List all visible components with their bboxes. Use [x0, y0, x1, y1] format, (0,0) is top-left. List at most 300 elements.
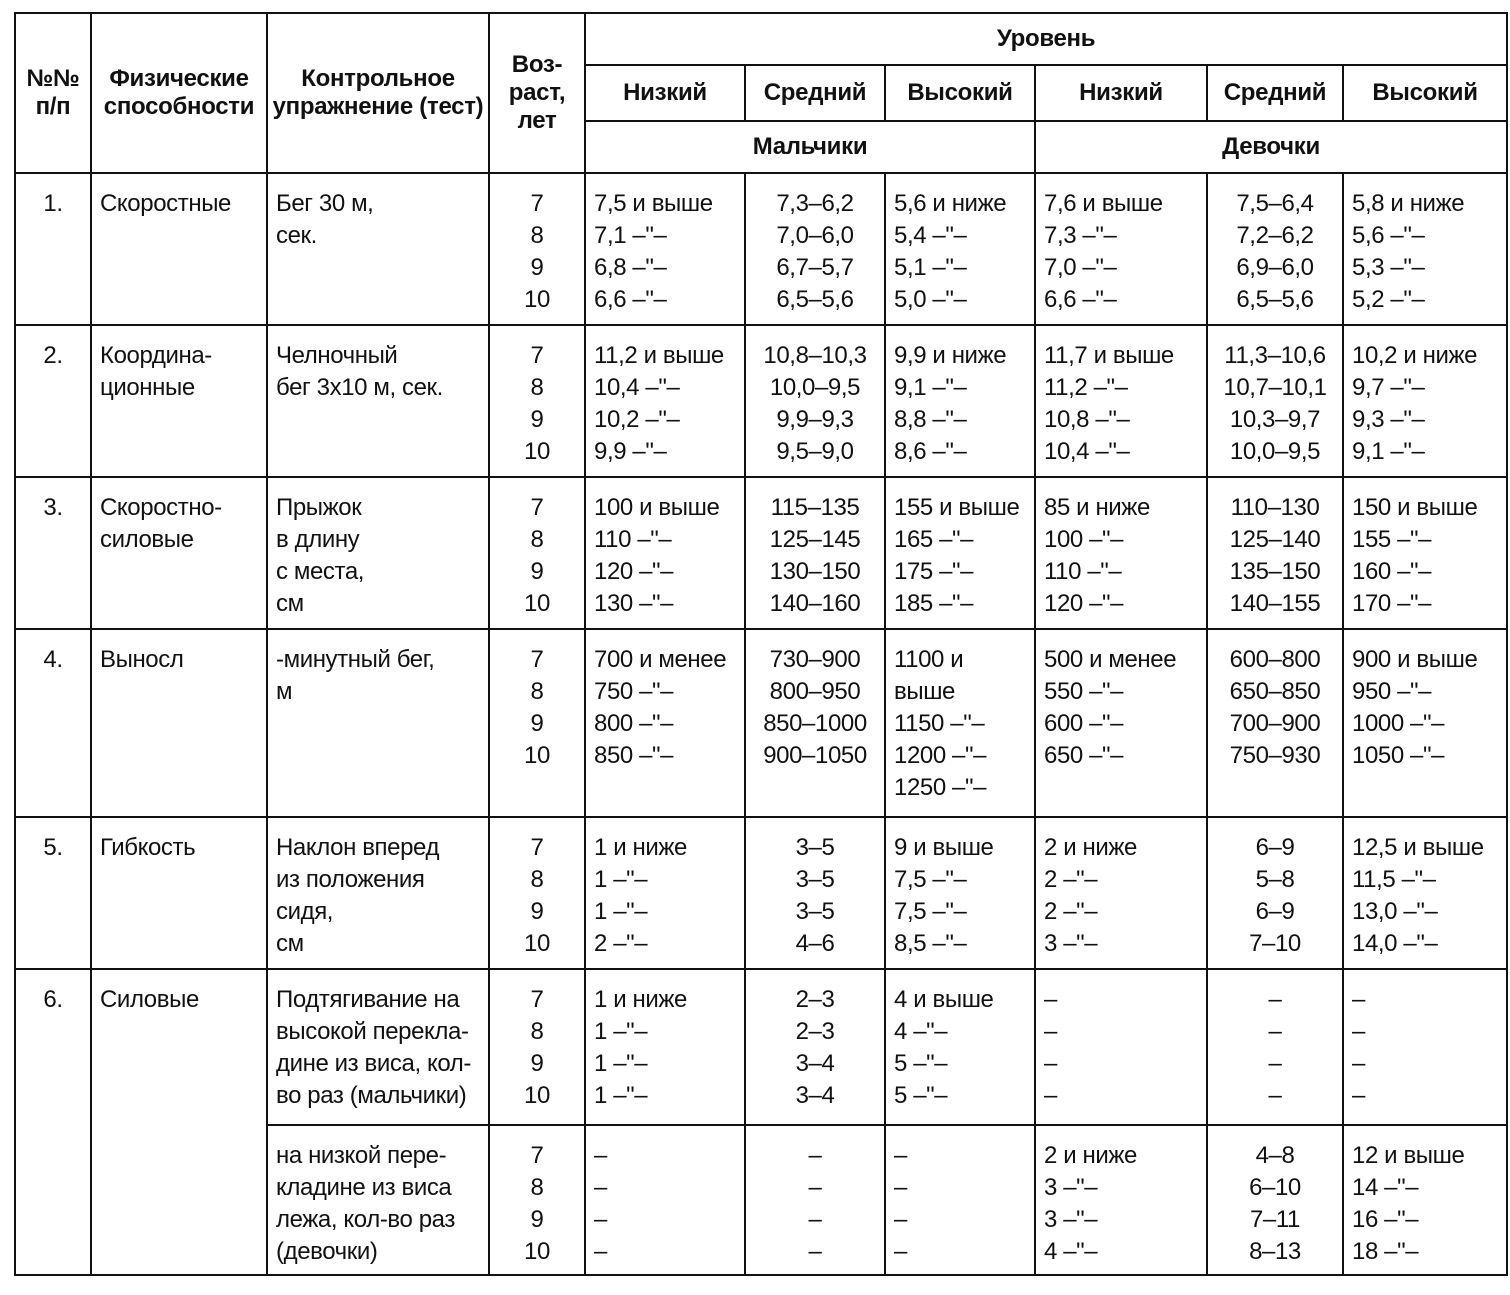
cell-boys-mid-line: 850–1000: [763, 710, 867, 737]
cell-girls-high-line: 150 и выше: [1352, 494, 1478, 521]
cell-boys-low: [585, 629, 745, 817]
fitness-levels-table: [14, 12, 1508, 1276]
cell-boys-mid-line: 9,9–9,3: [776, 406, 854, 433]
cell-girls-high-line: 12,5 и выше: [1352, 834, 1484, 861]
cell-boys-low-line: 800 –"–: [594, 710, 674, 737]
cell-girls-high-line: 170 –"–: [1352, 590, 1432, 617]
cell-boys-high: [885, 173, 1035, 325]
cell-girls-mid: [1207, 969, 1343, 1125]
cell-boys-high-line: 7,5 –"–: [894, 898, 967, 925]
cell-girls-low-line: –: [1044, 1082, 1057, 1109]
cell-boys-mid: [745, 817, 885, 969]
cell-ability: [91, 173, 267, 325]
cell-girls-low-line: 11,2 –"–: [1044, 374, 1128, 401]
cell-boys-high: [885, 817, 1035, 969]
cell-exercise: [267, 629, 489, 817]
cell-boys-high-line: 8,6 –"–: [894, 438, 967, 465]
table-row: [15, 325, 1507, 477]
cell-boys-mid: [745, 325, 885, 477]
cell-girls-high-line: 1050 –"–: [1352, 742, 1445, 769]
cell-num: 6.: [15, 969, 91, 1275]
cell-boys-mid-line: 730–900: [769, 646, 861, 673]
cell-age: [489, 629, 585, 817]
cell-exercise-line: из положения: [276, 866, 425, 893]
cell-boys-high-line: 4 –"–: [894, 1018, 948, 1045]
cell-girls-high-line: 5,3 –"–: [1352, 254, 1425, 281]
cell-age: [489, 173, 585, 325]
header-boys-mid: Средний: [745, 65, 885, 121]
cell-girls-mid-line: –: [1268, 1018, 1282, 1045]
cell-boys-mid-line: 6,7–5,7: [776, 254, 854, 281]
cell-boys-high-line: 5 –"–: [894, 1082, 948, 1109]
cell-girls-mid-line: 5–8: [1255, 866, 1295, 893]
header-boys-high: Высокий: [885, 65, 1035, 121]
cell-age-line: 7: [530, 190, 544, 217]
cell-girls-mid-line: 7–11: [1249, 1206, 1300, 1233]
cell-boys-high-line: 9,1 –"–: [894, 374, 967, 401]
cell-girls-mid: [1207, 173, 1343, 325]
header-exercise: Контрольное упражнение (тест): [267, 13, 489, 173]
cell-girls-low-line: 2 и ниже: [1044, 834, 1137, 861]
cell-boys-mid-line: –: [808, 1206, 822, 1233]
cell-boys-mid-line: 115–135: [770, 494, 860, 521]
cell-exercise-line: Прыжок: [276, 494, 362, 521]
cell-girls-low-line: 2 и ниже: [1044, 1142, 1137, 1169]
cell-age-line: 7: [530, 834, 544, 861]
cell-ability-line: Координа-: [100, 342, 212, 369]
cell-boys-low-line: 1 –"–: [594, 1050, 648, 1077]
cell-age-line: 9: [530, 406, 544, 433]
cell-age-line: 10: [524, 590, 550, 617]
cell-boys-high-line: 165 –"–: [894, 526, 974, 553]
cell-boys-mid-line: 7,0–6,0: [776, 222, 854, 249]
cell-girls-high-line: –: [1352, 1018, 1365, 1045]
table-row: [15, 629, 1507, 817]
cell-girls-low-line: 3 –"–: [1044, 1174, 1098, 1201]
cell-girls-low-line: 2 –"–: [1044, 898, 1098, 925]
cell-boys-high-line: 7,5 –"–: [894, 866, 967, 893]
cell-age-line: 10: [524, 1082, 550, 1109]
header-girls: Девочки: [1035, 121, 1507, 173]
cell-boys-high-line: –: [894, 1238, 907, 1265]
cell-girls-low: [1035, 325, 1207, 477]
cell-boys-high-line: 1150 –"–: [894, 710, 985, 737]
cell-ability-line: Скоростные: [100, 190, 231, 217]
cell-exercise-line: с места,: [276, 558, 365, 585]
cell-girls-mid: [1207, 1125, 1343, 1275]
cell-girls-high: [1343, 1125, 1507, 1275]
cell-exercise: [267, 817, 489, 969]
cell-girls-mid-line: –: [1268, 1082, 1282, 1109]
cell-age-line: 9: [530, 1050, 544, 1077]
cell-boys-high-line: 9,9 и ниже: [894, 342, 1007, 369]
cell-age-line: 8: [530, 866, 544, 893]
cell-boys-low-line: 1 и ниже: [594, 834, 687, 861]
cell-girls-mid-line: 7,5–6,4: [1236, 190, 1314, 217]
cell-girls-mid-line: 7,2–6,2: [1236, 222, 1314, 249]
cell-girls-high-line: 9,7 –"–: [1352, 374, 1425, 401]
cell-girls-low-line: –: [1044, 1050, 1057, 1077]
cell-girls-low-line: 7,6 и выше: [1044, 190, 1163, 217]
cell-age-line: 9: [530, 898, 544, 925]
cell-girls-low: [1035, 1125, 1207, 1275]
cell-ability-line: Скоростно-: [100, 494, 222, 521]
cell-age: [489, 477, 585, 629]
cell-boys-high-line: 5,6 и ниже: [894, 190, 1007, 217]
cell-girls-mid: [1207, 629, 1343, 817]
cell-boys-mid-line: –: [808, 1238, 822, 1265]
cell-boys-high: [885, 629, 1035, 817]
cell-exercise-line: лежа, кол-во раз: [276, 1206, 455, 1233]
cell-girls-high-line: 16 –"–: [1352, 1206, 1419, 1233]
cell-boys-high-line: 9 и выше: [894, 834, 994, 861]
cell-age-line: 10: [524, 930, 550, 957]
cell-girls-mid-line: 6–9: [1255, 898, 1295, 925]
cell-boys-mid-line: 800–950: [769, 678, 861, 705]
cell-girls-low-line: –: [1044, 1018, 1057, 1045]
cell-girls-low: [1035, 477, 1207, 629]
cell-boys-high-line: 5,0 –"–: [894, 286, 967, 313]
cell-boys-high-line: выше: [894, 678, 956, 705]
cell-boys-high-line: 185 –"–: [894, 590, 974, 617]
cell-girls-mid-line: 6,9–6,0: [1236, 254, 1314, 281]
cell-girls-mid-line: 140–155: [1229, 590, 1321, 617]
cell-boys-mid-line: 125–145: [769, 526, 861, 553]
cell-girls-high-line: 14,0 –"–: [1352, 930, 1438, 957]
cell-age-line: 7: [530, 1142, 544, 1169]
cell-girls-high-line: 155 –"–: [1352, 526, 1432, 553]
cell-girls-high-line: 10,2 и ниже: [1352, 342, 1478, 369]
cell-boys-mid-line: 4–6: [795, 930, 835, 957]
cell-boys-low-line: 6,8 –"–: [594, 254, 667, 281]
header-boys-low: Низкий: [585, 65, 745, 121]
cell-girls-low-line: 550 –"–: [1044, 678, 1124, 705]
cell-boys-high: [885, 477, 1035, 629]
cell-girls-high: [1343, 969, 1507, 1125]
cell-age: [489, 1125, 585, 1275]
cell-girls-high-line: 9,3 –"–: [1352, 406, 1425, 433]
table-header: [15, 13, 1507, 173]
cell-ability-line: Выносл: [100, 646, 184, 673]
cell-girls-high-line: 950 –"–: [1352, 678, 1432, 705]
cell-boys-low-line: 10,2 –"–: [594, 406, 680, 433]
cell-girls-mid-line: 110–130: [1230, 494, 1320, 521]
table-body: [15, 173, 1507, 1275]
cell-exercise-line: см: [276, 590, 304, 617]
cell-girls-low-line: 7,0 –"–: [1044, 254, 1117, 281]
cell-exercise-line: см: [276, 930, 304, 957]
cell-girls-low-line: –: [1044, 986, 1057, 1013]
cell-girls-mid-line: –: [1268, 986, 1282, 1013]
cell-boys-mid: [745, 1125, 885, 1275]
cell-boys-mid-line: 10,0–9,5: [769, 374, 861, 401]
cell-girls-high: [1343, 629, 1507, 817]
cell-girls-mid-line: 700–900: [1229, 710, 1321, 737]
cell-boys-high-line: 1200 –"–: [894, 742, 987, 769]
cell-girls-mid-line: 135–150: [1229, 558, 1321, 585]
cell-boys-low-line: 1 и ниже: [594, 986, 687, 1013]
cell-boys-low-line: –: [594, 1206, 607, 1233]
cell-boys-high-line: 8,8 –"–: [894, 406, 967, 433]
cell-exercise-line: Челночный: [276, 342, 398, 369]
cell-girls-low-line: 10,4 –"–: [1044, 438, 1130, 465]
cell-boys-high-line: 4 и выше: [894, 986, 994, 1013]
cell-ability-line: силовые: [100, 526, 194, 553]
cell-girls-mid-line: 7–10: [1249, 930, 1301, 957]
cell-girls-low: [1035, 817, 1207, 969]
cell-boys-mid-line: 3–4: [795, 1082, 835, 1109]
cell-exercise-line: в длину: [276, 526, 360, 553]
cell-boys-high-line: 8,5 –"–: [894, 930, 967, 957]
cell-girls-mid-line: 600–800: [1229, 646, 1321, 673]
cell-ability-line: Гибкость: [100, 834, 196, 861]
cell-girls-mid-line: 6–10: [1249, 1174, 1301, 1201]
cell-age-line: 10: [524, 1238, 550, 1265]
cell-girls-low: [1035, 173, 1207, 325]
cell-age-line: 8: [530, 1018, 544, 1045]
cell-exercise-line: бег 3х10 м, сек.: [276, 374, 443, 401]
cell-girls-mid-line: 10,0–9,5: [1229, 438, 1321, 465]
cell-girls-low-line: 11,7 и выше: [1044, 342, 1174, 369]
cell-boys-high-line: 175 –"–: [894, 558, 974, 585]
cell-girls-mid-line: 10,3–9,7: [1229, 406, 1321, 433]
cell-age-line: 7: [530, 342, 544, 369]
cell-boys-high: [885, 325, 1035, 477]
cell-exercise-line: сидя,: [276, 898, 334, 925]
cell-girls-high: [1343, 325, 1507, 477]
cell-boys-high-line: –: [894, 1206, 907, 1233]
cell-girls-high: [1343, 817, 1507, 969]
cell-boys-mid-line: 130–150: [769, 558, 861, 585]
cell-boys-low-line: 130 –"–: [594, 590, 674, 617]
cell-ability: [91, 817, 267, 969]
cell-girls-mid-line: 8–13: [1249, 1238, 1301, 1265]
cell-age-line: 10: [524, 742, 550, 769]
cell-boys-high-line: 155 и выше: [894, 494, 1020, 521]
cell-age-line: 9: [530, 558, 544, 585]
cell-boys-low: [585, 817, 745, 969]
cell-boys-low-line: –: [594, 1142, 607, 1169]
cell-girls-low-line: 85 и ниже: [1044, 494, 1150, 521]
cell-num: 3.: [15, 477, 91, 629]
cell-boys-low-line: 120 –"–: [594, 558, 674, 585]
cell-girls-mid-line: 4–8: [1255, 1142, 1295, 1169]
cell-exercise: [267, 325, 489, 477]
cell-age: [489, 325, 585, 477]
cell-girls-low: [1035, 629, 1207, 817]
cell-girls-low-line: 3 –"–: [1044, 1206, 1098, 1233]
cell-exercise: [267, 173, 489, 325]
cell-exercise-line: Наклон вперед: [276, 834, 440, 861]
cell-girls-mid-line: 125–140: [1229, 526, 1321, 553]
header-age: Воз- раст, лет: [489, 13, 585, 173]
cell-num: 2.: [15, 325, 91, 477]
cell-boys-low: [585, 325, 745, 477]
cell-age-line: 9: [530, 254, 544, 281]
cell-girls-high-line: 14 –"–: [1352, 1174, 1419, 1201]
cell-girls-low-line: 650 –"–: [1044, 742, 1124, 769]
cell-boys-low-line: 1 –"–: [594, 1082, 648, 1109]
cell-boys-low: [585, 477, 745, 629]
cell-boys-high-line: 5,1 –"–: [894, 254, 967, 281]
cell-boys-mid-line: 2–3: [795, 986, 835, 1013]
cell-boys-high-line: –: [894, 1142, 907, 1169]
cell-girls-mid-line: 10,7–10,1: [1223, 374, 1327, 401]
cell-boys-low-line: –: [594, 1174, 607, 1201]
cell-boys-high-line: –: [894, 1174, 907, 1201]
header-girls-high: Высокий: [1343, 65, 1507, 121]
cell-num: 5.: [15, 817, 91, 969]
cell-girls-low-line: 110 –"–: [1044, 558, 1122, 585]
cell-girls-mid-line: –: [1268, 1050, 1282, 1077]
cell-boys-mid: [745, 969, 885, 1125]
cell-girls-high-line: 13,0 –"–: [1352, 898, 1438, 925]
cell-girls-mid-line: 11,3–10,6: [1224, 342, 1326, 369]
cell-age-line: 8: [530, 222, 544, 249]
cell-boys-low-line: 2 –"–: [594, 930, 648, 957]
cell-age-line: 9: [530, 710, 544, 737]
cell-exercise-line: Подтягивание на: [276, 986, 460, 1013]
cell-boys-low-line: 1 –"–: [594, 866, 648, 893]
cell-boys-high-line: 1250 –"–: [894, 774, 987, 801]
cell-girls-mid-line: 750–930: [1229, 742, 1321, 769]
cell-age-line: 10: [524, 438, 550, 465]
cell-age-line: 10: [524, 286, 550, 313]
cell-girls-low-line: 120 –"–: [1044, 590, 1124, 617]
cell-exercise-line: дине из виса, кол-: [276, 1050, 471, 1077]
cell-exercise: [267, 1125, 489, 1275]
cell-boys-mid: [745, 477, 885, 629]
cell-girls-high: [1343, 477, 1507, 629]
cell-boys-low: [585, 969, 745, 1125]
cell-boys-low-line: 750 –"–: [594, 678, 674, 705]
table-row: [15, 477, 1507, 629]
cell-ability: [91, 969, 267, 1275]
header-girls-mid: Средний: [1207, 65, 1343, 121]
cell-ability-line: ционные: [100, 374, 195, 401]
cell-girls-high-line: –: [1352, 1050, 1365, 1077]
cell-girls-high-line: 5,6 –"–: [1352, 222, 1425, 249]
cell-ability-line: Силовые: [100, 986, 199, 1013]
cell-exercise-line: на низкой пере-: [276, 1142, 447, 1169]
cell-age-line: 8: [530, 1174, 544, 1201]
cell-girls-low-line: 500 и менее: [1044, 646, 1177, 673]
cell-girls-high-line: 900 и выше: [1352, 646, 1478, 673]
cell-age-line: 7: [530, 986, 544, 1013]
cell-exercise-line: во раз (мальчики): [276, 1082, 467, 1109]
cell-boys-mid-line: 900–1050: [763, 742, 867, 769]
cell-age-line: 8: [530, 374, 544, 401]
cell-boys-mid-line: 6,5–5,6: [776, 286, 854, 313]
cell-boys-low-line: 1 –"–: [594, 1018, 648, 1045]
cell-girls-low-line: 600 –"–: [1044, 710, 1124, 737]
cell-girls-high-line: 160 –"–: [1352, 558, 1432, 585]
table-row: [15, 817, 1507, 969]
cell-boys-low-line: 850 –"–: [594, 742, 674, 769]
cell-exercise-line: высокой перекла-: [276, 1018, 469, 1045]
cell-boys-high: [885, 1125, 1035, 1275]
cell-boys-mid-line: 3–4: [795, 1050, 835, 1077]
cell-boys-mid-line: 3–5: [795, 834, 835, 861]
cell-exercise: [267, 969, 489, 1125]
cell-boys-mid: [745, 173, 885, 325]
cell-boys-low-line: 9,9 –"–: [594, 438, 667, 465]
cell-girls-high-line: 1000 –"–: [1352, 710, 1445, 737]
cell-girls-high-line: –: [1352, 1082, 1365, 1109]
cell-boys-high-line: 5,4 –"–: [894, 222, 967, 249]
cell-boys-mid-line: 2–3: [795, 1018, 835, 1045]
cell-girls-low: [1035, 969, 1207, 1125]
cell-age-line: 7: [530, 646, 544, 673]
cell-boys-mid-line: 3–5: [795, 866, 835, 893]
cell-boys-high-line: 1100 и: [894, 646, 964, 673]
cell-boys-mid-line: 3–5: [795, 898, 835, 925]
cell-boys-low-line: –: [594, 1238, 607, 1265]
table-row: [15, 969, 1507, 1125]
cell-exercise-line: (девочки): [276, 1238, 378, 1265]
cell-girls-high-line: 12 и выше: [1352, 1142, 1465, 1169]
cell-ability: [91, 629, 267, 817]
cell-boys-low-line: 10,4 –"–: [594, 374, 680, 401]
cell-girls-low-line: 4 –"–: [1044, 1238, 1098, 1265]
cell-boys-mid-line: 9,5–9,0: [776, 438, 854, 465]
cell-num: 1.: [15, 173, 91, 325]
cell-age-line: 7: [530, 494, 544, 521]
header-level: Уровень: [585, 13, 1507, 65]
cell-boys-high-line: 5 –"–: [894, 1050, 948, 1077]
cell-boys-mid-line: 7,3–6,2: [776, 190, 854, 217]
cell-girls-high-line: 5,8 и ниже: [1352, 190, 1465, 217]
cell-ability: [91, 325, 267, 477]
cell-boys-low-line: 11,2 и выше: [594, 342, 724, 369]
cell-exercise-line: Бег 30 м,: [276, 190, 374, 217]
cell-girls-high-line: 9,1 –"–: [1352, 438, 1425, 465]
cell-girls-low-line: 100 –"–: [1044, 526, 1124, 553]
cell-boys-mid-line: 140–160: [769, 590, 861, 617]
cell-ability: [91, 477, 267, 629]
cell-girls-mid: [1207, 325, 1343, 477]
cell-girls-mid: [1207, 477, 1343, 629]
cell-girls-mid: [1207, 817, 1343, 969]
cell-girls-mid-line: 6,5–5,6: [1236, 286, 1314, 313]
cell-girls-high: [1343, 173, 1507, 325]
cell-boys-mid-line: –: [808, 1142, 822, 1169]
cell-exercise-line: сек.: [276, 222, 317, 249]
header-abilities: Физические способности: [91, 13, 267, 173]
cell-num: 4.: [15, 629, 91, 817]
cell-girls-mid-line: 650–850: [1229, 678, 1321, 705]
cell-boys-low: [585, 1125, 745, 1275]
cell-age-line: 8: [530, 678, 544, 705]
header-girls-low: Низкий: [1035, 65, 1207, 121]
cell-boys-low-line: 6,6 –"–: [594, 286, 667, 313]
cell-girls-low-line: 6,6 –"–: [1044, 286, 1117, 313]
cell-boys-low-line: 700 и менее: [594, 646, 727, 673]
header-num: №№ п/п: [15, 13, 91, 173]
cell-girls-low-line: 3 –"–: [1044, 930, 1098, 957]
cell-exercise: [267, 477, 489, 629]
cell-girls-low-line: 2 –"–: [1044, 866, 1098, 893]
cell-boys-low-line: 1 –"–: [594, 898, 648, 925]
cell-age: [489, 817, 585, 969]
cell-girls-high-line: 11,5 –"–: [1352, 866, 1436, 893]
cell-age-line: 8: [530, 526, 544, 553]
cell-age: [489, 969, 585, 1125]
table-row: [15, 173, 1507, 325]
cell-girls-high-line: 5,2 –"–: [1352, 286, 1425, 313]
cell-girls-high-line: –: [1352, 986, 1365, 1013]
cell-boys-low-line: 110 –"–: [594, 526, 672, 553]
